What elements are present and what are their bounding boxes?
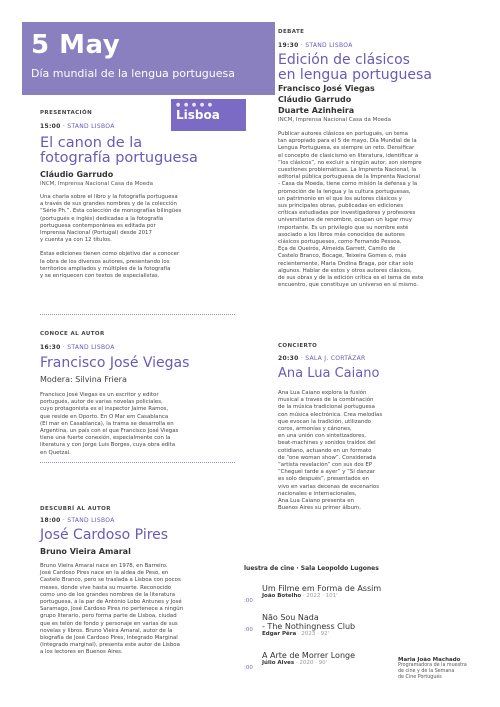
divider xyxy=(40,314,235,315)
film-title: A Arte de Morrer Longe xyxy=(262,651,356,660)
concierto-body: Ana Lua Caiano explora la fusión musical a través de la combinación de la música tradicional portuguesa con música electrónica. Crea melodías que evocan la tradición, utilizando coros, armonías y cánones, en una unión con sintetizadores, beat-machines y sonidos traídos del cotidiano, actuando en un formato de “one woman show”. Considerada “artista revelación” con sus dos EP “Cheguei tarde a ayer” y “Si danzar es solo después”, presentados en vivo en varias decenas de escenarios nacionales e internacionales, Ana Lua Caiano presenta en Buenos Aires su primer álbum. xyxy=(278,390,383,512)
descubri-title: José Cardoso Pires xyxy=(40,527,169,543)
curator-description: Programadora de la muestra de cine y de la Semana de Cine Portugués xyxy=(398,663,467,680)
banner-subtitle: Día mundial de la lengua portuguesa xyxy=(31,67,235,80)
banner-date: 5 May xyxy=(31,30,121,60)
film-title: Não Sou Nada xyxy=(262,613,319,622)
film-item xyxy=(262,584,381,599)
debate-kicker: DEBATE xyxy=(278,29,305,35)
film-time: :00 xyxy=(244,598,253,604)
lisboa-logo xyxy=(171,99,246,131)
film-meta: Edgar Pêra · 2023 · 92' xyxy=(262,631,330,637)
conoce-moderator: Modera: Silvina Friera xyxy=(40,375,127,384)
debate-body: Publicar autores clásicos en portugués, un tema tan apropiado para el 5 de mayo, Día Mundial de la Lengua Portuguesa, es siempre un reto. Densificar el concepto de clasicismo en literatura, identificar a “los clásicos”, no excluir a ningún autor, son siempre cuestiones problemáticas. La Imprenta Nacional, la editorial pública portuguesa de la Imprenta Nacional - Casa da Moeda, tiene como misión la defensa y la promoción de la lengua y la cultura portuguesas, un patrimonio en el que los autores clásicos y sus principales obras, publicadas en ediciones críticas estudiadas por investigadores y profesores universitarios de renombre, ocupan un lugar muy importante. Es un privilegio que su nombre esté asociado a los libros más conocidos de autores clásicos portugueses, como Fernando Pessoa, Eça de Queirós, Almeida Garrett, Camilo de Castelo Branco, Bocage, Teixeira Gomes o, más recientemente, Maria Ondina Braga, por citar solo algunos. Hablar de estos y otros autores clásicos, de sus obras y de la edición crítica es el tema de este encuentro, que constituye un universo en sí mismo. xyxy=(278,131,424,289)
logo-dots: ● ● ● ● ● xyxy=(176,102,214,108)
muestra-heading: luestra de cine · Sala Leopoldo Lugones xyxy=(244,565,379,572)
presentacion-title: El canon de la fotografía portuguesa xyxy=(40,135,198,167)
film-item xyxy=(262,651,355,666)
concierto-kicker: CONCIERTO xyxy=(278,343,318,349)
film-time: :00 xyxy=(244,627,253,633)
curator xyxy=(398,657,467,681)
descubri-speaker: Bruno Vieira Amaral xyxy=(40,547,131,556)
descubri-body: Bruno Vieira Amaral nace en 1978, en Barreiro. José Cardoso Pires nace en la aldea de Peso, en Castelo Branco, pero se traslada a Lisboa con pocos meses, donde vive hasta su muerte. Reconocido como uno de los grandes nombres de la literatura portuguesa, a la par de António Lobo Antunes y José Saramago, José Cardoso Pires no pertenece a ningún grupo literario, pero forma parte de Lisboa, ciudad que es telón de fondo y personaje en varias de sus novelas y libros. Bruno Vieira Amaral, autor de la biografía de José Cardoso Pires, Integrado Marginal (Integrado marginal), presenta este autor de Lisboa a los lectores en Buenos Aires. xyxy=(40,563,184,656)
divider xyxy=(40,462,235,463)
conoce-body: Francisco José Viegas es un escritor y editor portugués, autor de varias novelas policiales, cuyo protagonista es el inspector Jaime Ramos, que reside en Oporto. En O Mar em Casablanca (El mar en Casablanca), la trama se desarrolla en Argentina, un país con el que Francisco José Viegas tiene una fuerte conexión, especialmente con la literatura y con Jorge Luis Borges, cuya obra edita en Quetzal. xyxy=(40,392,179,456)
debate-time: 19:30 · STAND LISBOA xyxy=(278,42,353,49)
presentacion-speaker: Cláudio Garrudo xyxy=(40,170,114,179)
date-banner xyxy=(22,22,275,95)
film-meta: Júlio Alves · 2020 · 90' xyxy=(262,660,328,666)
debate-speakers: Francisco José Viegas Cláudio Garrudo Duarte Azinheira xyxy=(278,84,375,115)
logo-text: Lisboa xyxy=(176,108,220,122)
descubri-time: 18:00 · STAND LISBOA xyxy=(40,517,115,524)
film-title: Um Filme em Forma de Assim xyxy=(262,584,382,593)
curator-name: Maria João Machado xyxy=(398,657,461,663)
presentacion-affiliation: INCM, Imprensa Nacional Casa da Moeda xyxy=(40,181,153,187)
debate-affiliation: INCM, Imprensa Nacional Casa da Moeda xyxy=(278,117,391,123)
film-item xyxy=(244,616,253,635)
debate-title: Edición de clásicos en lengua portuguesa xyxy=(278,52,432,83)
film-time: :00 xyxy=(244,665,253,671)
conoce-kicker: CONOCE AL AUTOR xyxy=(40,331,105,337)
film-title: - The Nothingness Club xyxy=(262,622,356,631)
descubri-kicker: DESCUBRÍ AL AUTOR xyxy=(40,506,111,512)
conoce-time: 16:30 · STAND LISBOA xyxy=(40,344,115,351)
film-item xyxy=(262,613,355,637)
concierto-time: 20:30 · SALA J. CORTÁZAR xyxy=(278,355,366,362)
film-meta: João Botelho · 2022 · 101' xyxy=(262,593,338,599)
film-item xyxy=(244,654,253,673)
film-item xyxy=(244,587,253,606)
presentacion-body: Una charla sobre el libro y la fotografía portuguesa a través de sus grandes nombres y de la colección “Série Ph.”. Esta colección de monografías bilingües (portugués e inglés) dedicadas a la fotografía portuguesa contemporánea es editada por Imprensa Nacional (Portugal) desde 2017 y cuenta ya con 12 títulos. Estas ediciones tienen como objetivo dar a conocer la obra de los diversos autores, presentando los territorios ampliados y múltiples de la fotografía y se enriquecen con textos de especialistas. xyxy=(40,194,182,280)
presentacion-time: 15:00 · STAND LISBOA xyxy=(40,123,115,130)
concierto-title: Ana Lua Caiano xyxy=(278,366,380,381)
presentacion-kicker: PRESENTACIÓN xyxy=(40,110,93,116)
conoce-title: Francisco José Viegas xyxy=(40,355,190,371)
